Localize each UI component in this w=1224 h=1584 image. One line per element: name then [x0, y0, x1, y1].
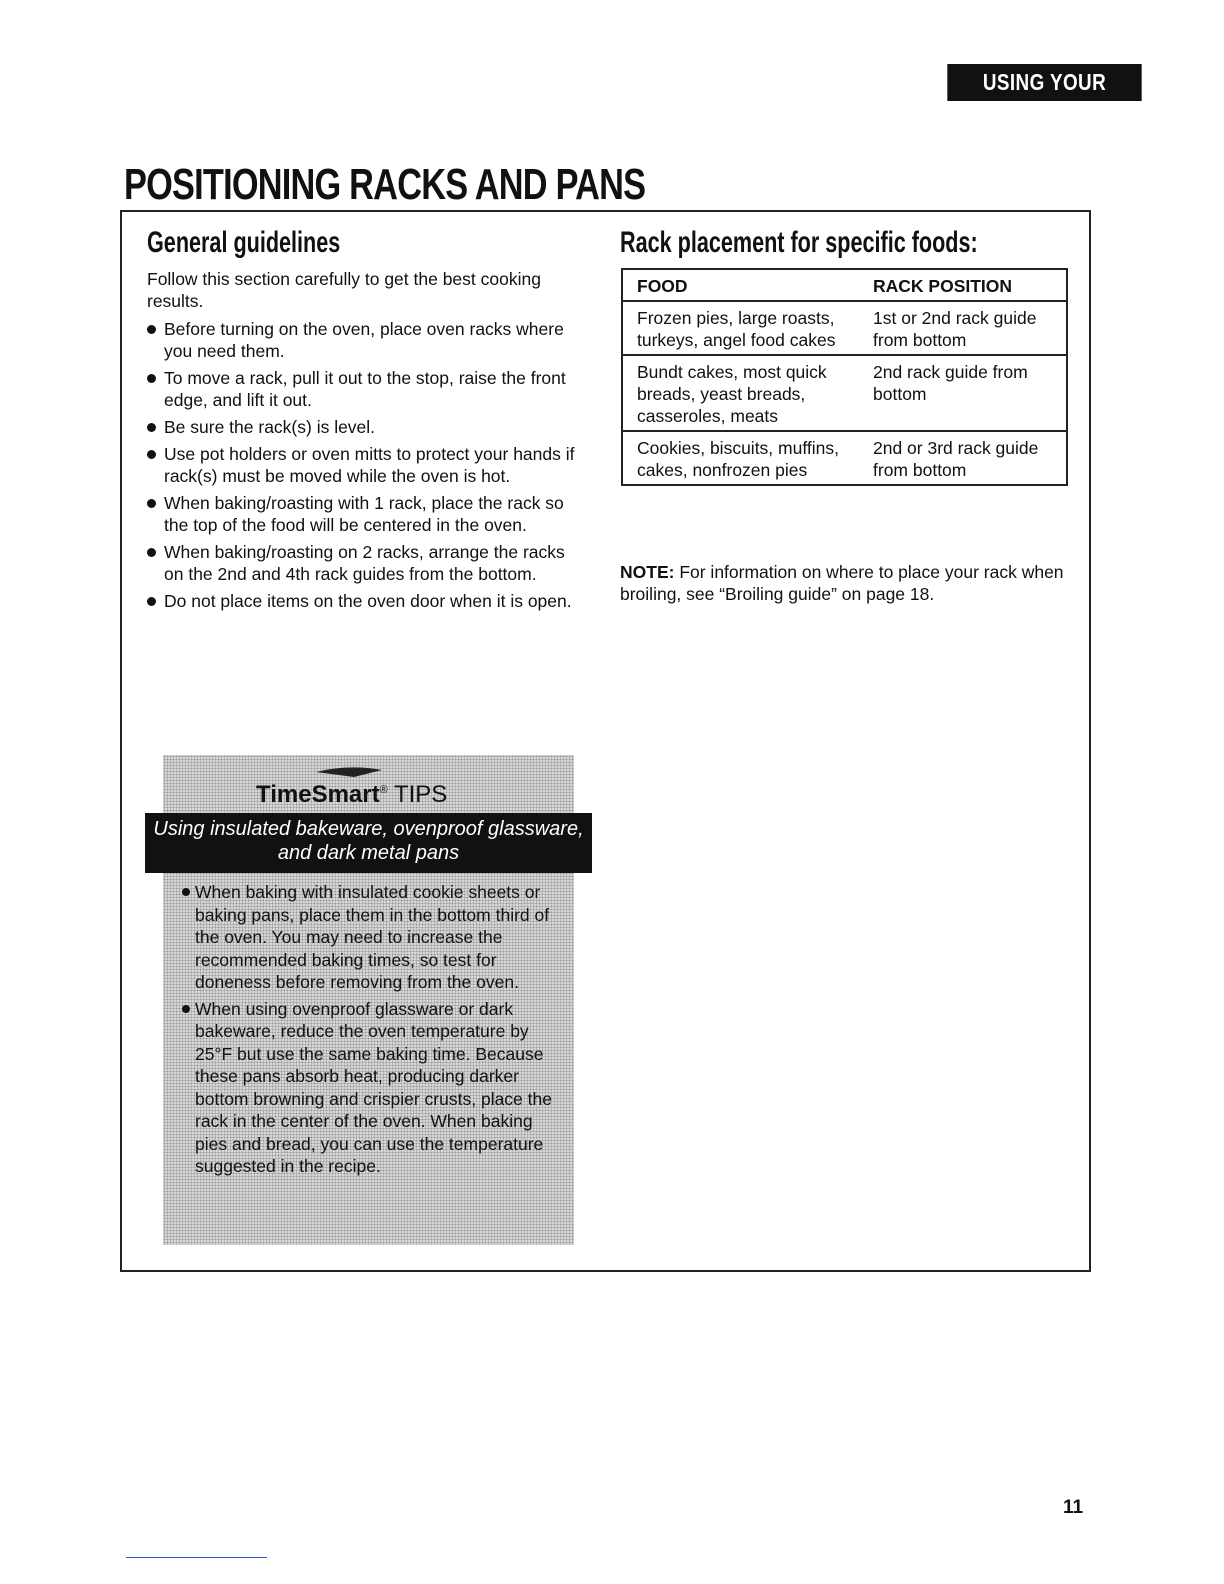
- tips-banner: Using insulated bakeware, ovenproof glassware, and dark metal pans: [145, 813, 592, 873]
- page-title: POSITIONING RACKS AND PANS: [124, 160, 646, 209]
- list-item-text: When using ovenproof glassware or dark bakeware, reduce the oven temperature by 25°F but use the same baking time. Because these pans absorb heat, producing darker bottom browning and crispier crusts, place the rack in the center of the oven. When baking pies and bread, you can use the temperature suggested in the recipe.: [195, 998, 552, 1176]
- food-cell: Frozen pies, large roasts, turkeys, angel food cakes: [622, 301, 859, 355]
- list-item-text: To move a rack, pull it out to the stop, raise the front edge, and lift it out.: [164, 368, 566, 410]
- timesmart-logo: [256, 772, 496, 808]
- list-item-text: When baking/roasting on 2 racks, arrange the racks on the 2nd and 4th rack guides from the bottom.: [164, 542, 565, 584]
- list-item-text: Before turning on the oven, place oven racks where you need them.: [164, 319, 564, 361]
- list-item: [182, 998, 566, 1178]
- column-header-rack-position: RACK POSITION: [859, 269, 1067, 301]
- column-header-food: FOOD: [622, 269, 859, 301]
- note-text: For information on where to place your rack when broiling, see “Broiling guide” on page 18.: [620, 562, 1064, 604]
- list-item: [147, 318, 577, 362]
- bullet-icon: [147, 499, 156, 508]
- list-item-text: Be sure the rack(s) is level.: [164, 417, 376, 437]
- table-row: [622, 355, 1067, 431]
- logo-suffix: TIPS: [387, 781, 448, 808]
- logo-brand: TimeSmart: [256, 781, 380, 808]
- swoosh-icon: [314, 766, 384, 778]
- list-item: [147, 590, 577, 612]
- section-tab: USING YOUR RANGE: [947, 64, 1141, 101]
- broiling-note: [620, 561, 1070, 605]
- bullet-icon: [182, 1005, 190, 1013]
- list-item: [147, 443, 577, 487]
- note-label: NOTE:: [620, 562, 675, 582]
- food-cell: Cookies, biscuits, muffins, cakes, nonfrozen pies: [637, 438, 839, 480]
- bullet-icon: [147, 374, 156, 383]
- list-item: [147, 367, 577, 411]
- list-item: [182, 881, 566, 994]
- registered-mark: ®: [379, 784, 388, 796]
- list-item: [147, 541, 577, 585]
- general-guidelines-list: [147, 318, 577, 617]
- list-item-text: Use pot holders or oven mitts to protect your hands if rack(s) must be moved while the oven is hot.: [164, 444, 575, 486]
- divider: [126, 1557, 267, 1558]
- rack-placement-table: [621, 268, 1068, 486]
- rack-position-cell: 1st or 2nd rack guide from bottom: [859, 301, 1067, 355]
- bullet-icon: [182, 888, 190, 896]
- bullet-icon: [147, 423, 156, 432]
- list-item-text: When baking with insulated cookie sheets or baking pans, place them in the bottom third of the oven. You may need to increase the recommended baking times, so test for doneness before removing from the oven.: [195, 882, 550, 992]
- table-header-row: [622, 269, 1067, 301]
- food-cell: Bundt cakes, most quick breads, yeast breads, casseroles, meats: [622, 355, 859, 431]
- bullet-icon: [147, 597, 156, 606]
- table-row: [622, 431, 1067, 485]
- list-item-text: When baking/roasting with 1 rack, place the rack so the top of the food will be centered in the oven.: [164, 493, 564, 535]
- page-number: 11: [1063, 1497, 1084, 1518]
- rack-placement-heading: Rack placement for specific foods:: [620, 226, 978, 259]
- list-item: [147, 416, 577, 438]
- general-guidelines-heading: General guidelines: [147, 226, 341, 259]
- rack-position-cell: 2nd rack guide from bottom: [859, 355, 1067, 431]
- tips-list: [182, 881, 566, 1182]
- table-row: [622, 301, 1067, 355]
- bullet-icon: [147, 325, 156, 334]
- bullet-icon: [147, 548, 156, 557]
- bullet-icon: [147, 450, 156, 459]
- list-item: [147, 492, 577, 536]
- list-item-text: Do not place items on the oven door when it is open.: [164, 591, 572, 611]
- general-intro: Follow this section carefully to get the best cooking results.: [147, 269, 541, 311]
- rack-position-cell: 2nd or 3rd rack guide from bottom: [873, 438, 1039, 480]
